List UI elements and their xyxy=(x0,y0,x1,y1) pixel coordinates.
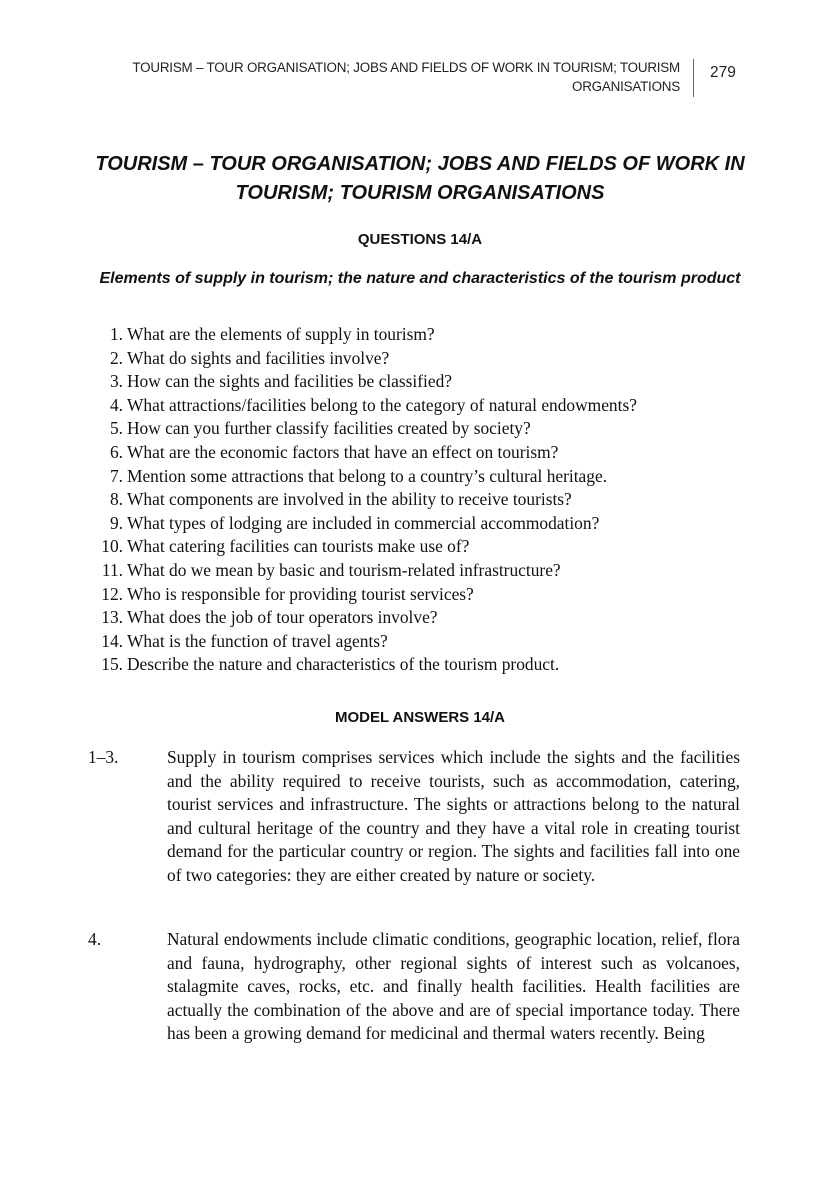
question-item xyxy=(88,441,768,465)
question-text: What do sights and facilities involve? xyxy=(127,347,390,368)
answer-text: Supply in tourism comprises services which include the sights and the facilities and the ability required to receive tourists, such as accommodation, catering, tourist services and infrastructure. The sights or attractions belong to the natural and cultural heritage of the country and they have a vital role in creating tourist demand for the particular country or region. The sights and facilities fall into one of two categories: they are either created by nature or society. xyxy=(167,747,740,885)
question-text: What catering facilities can tourists make use of? xyxy=(127,536,470,557)
question-text: Describe the nature and characteristics of the tourism product. xyxy=(127,654,560,675)
running-header: TOURISM – TOUR ORGANISATION; JOBS AND FIELDS OF WORK IN TOURISM; TOURISM ORGANISATIONS xyxy=(132,60,680,94)
question-text: What components are involved in the ability to receive tourists? xyxy=(127,489,572,510)
question-item xyxy=(88,512,768,536)
question-item xyxy=(88,465,768,489)
page-number: 279 xyxy=(710,64,736,81)
question-number: 4. xyxy=(109,394,123,415)
answer-number: 4. xyxy=(88,929,102,949)
question-text: What attractions/facilities belong to the category of natural endowments? xyxy=(127,394,637,415)
question-item xyxy=(88,535,768,559)
question-number: 11. xyxy=(101,559,123,580)
question-number: 7. xyxy=(109,465,123,486)
question-number: 12. xyxy=(101,583,123,604)
answer-item xyxy=(88,928,740,1046)
question-number: 5. xyxy=(109,418,123,439)
question-number: 8. xyxy=(109,489,123,510)
question-text: Who is responsible for providing tourist services? xyxy=(127,583,474,604)
question-number: 13. xyxy=(101,607,123,628)
question-text: How can you further classify facilities created by society? xyxy=(127,418,531,439)
question-number: 9. xyxy=(109,512,123,533)
question-number: 15. xyxy=(101,654,123,675)
chapter-title: TOURISM – TOUR ORGANISATION; JOBS AND FIELDS OF WORK IN TOURISM; TOURISM ORGANISATIONS xyxy=(95,153,745,204)
question-text: Mention some attractions that belong to a country’s cultural heritage. xyxy=(127,465,608,486)
question-item xyxy=(88,370,768,394)
answer-text: Natural endowments include climatic conditions, geographic location, relief, flora and fauna, hydrography, other regional sights of interest such as volcanoes, stalagmite caves, rocks, etc. and finally health facilities. Health facilities are actually the combination of the above and are of special importance today. There has been a growing demand for medicinal and thermal waters recently. Being xyxy=(167,929,740,1044)
question-number: 3. xyxy=(109,371,123,392)
questions-subtitle: Elements of supply in tourism; the nature and characteristics of the tourism product xyxy=(99,270,741,287)
question-text: What is the function of travel agents? xyxy=(127,630,388,651)
answers-heading: MODEL ANSWERS 14/A xyxy=(334,709,506,726)
question-text: What types of lodging are included in commercial accommodation? xyxy=(127,512,600,533)
question-number: 2. xyxy=(109,347,123,368)
question-number: 6. xyxy=(109,441,123,462)
question-item xyxy=(88,323,768,347)
question-text: What does the job of tour operators involve? xyxy=(127,607,438,628)
question-item xyxy=(88,606,768,630)
question-number: 14. xyxy=(101,630,123,651)
question-item xyxy=(88,583,768,607)
question-text: What are the elements of supply in tourism? xyxy=(127,324,435,344)
question-text: What are the economic factors that have an effect on tourism? xyxy=(127,441,559,462)
answer-item xyxy=(88,746,740,888)
questions-list xyxy=(88,323,768,677)
question-number: 1. xyxy=(109,324,123,344)
question-item xyxy=(88,417,768,441)
question-text: What do we mean by basic and tourism-related infrastructure? xyxy=(127,559,561,580)
question-text: How can the sights and facilities be classified? xyxy=(127,371,453,392)
question-item xyxy=(88,630,768,654)
question-item xyxy=(88,559,768,583)
question-item xyxy=(88,394,768,418)
header-divider xyxy=(693,59,694,97)
question-number: 10. xyxy=(101,536,123,557)
answer-number: 1–3. xyxy=(88,747,119,767)
question-item xyxy=(88,347,768,371)
question-item xyxy=(88,653,768,677)
question-item xyxy=(88,488,768,512)
questions-heading: QUESTIONS 14/A xyxy=(357,231,483,248)
